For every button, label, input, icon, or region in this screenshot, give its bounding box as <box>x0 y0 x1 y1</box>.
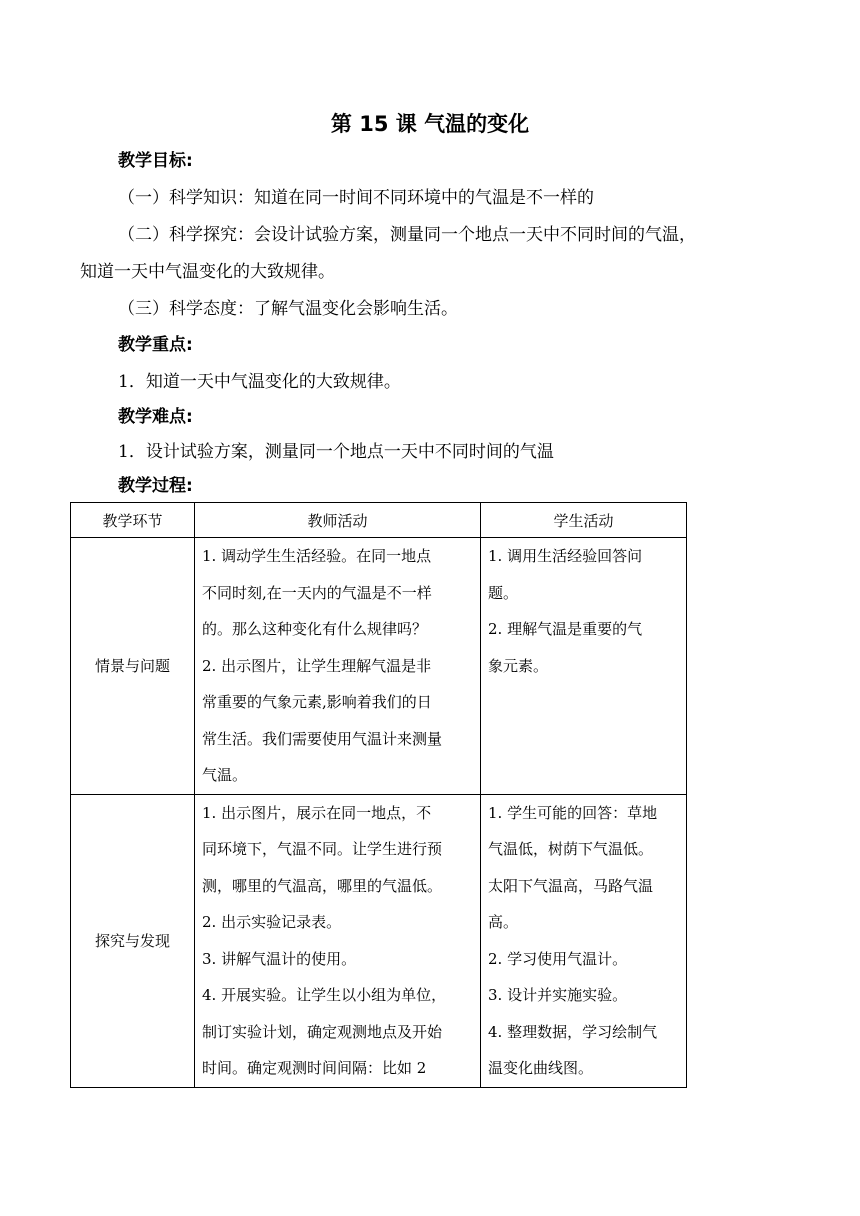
stage-cell: 探究与发现 <box>71 794 195 1087</box>
teacher-activity-line: 的。那么这种变化有什么规律吗？ <box>202 620 428 638</box>
teacher-activity-line: 气温。 <box>202 766 248 784</box>
teacher-activity-line: 测，哪里的气温高，哪里的气温低。 <box>202 876 443 895</box>
objective-line: （三）科学态度：了解气温变化会影响生活。 <box>118 299 458 319</box>
student-activity-line: 2. 学习使用气温计。 <box>488 949 628 968</box>
table-row <box>71 538 687 795</box>
process-heading: 教学过程: <box>118 476 193 496</box>
objectives-heading: 教学目标: <box>118 151 193 171</box>
teacher-activity-line: 2. 出示图片，让学生理解气温是非 <box>202 656 432 675</box>
student-activity-cell <box>481 538 687 795</box>
objective-line: （一）科学知识：知道在同一时间不同环境中的气温是不一样的 <box>118 188 594 208</box>
key-points-heading: 教学重点: <box>118 335 193 355</box>
teacher-activity-line: 常重要的气象元素,影响着我们的日 <box>202 693 432 711</box>
teacher-activity-cell <box>195 794 481 1087</box>
teacher-activity-line: 1. 调动学生生活经验。在同一地点 <box>202 547 432 565</box>
teacher-activity-line: 4. 开展实验。让学生以小组为单位， <box>202 986 447 1004</box>
student-activity-line: 题。 <box>488 583 519 602</box>
stage-cell: 情景与问题 <box>71 538 195 795</box>
difficulties-heading: 教学难点: <box>118 407 193 427</box>
column-header: 教师活动 <box>195 503 481 538</box>
teacher-activity-line: 3. 讲解气温计的使用。 <box>202 949 357 968</box>
page-title: 第 15 课 气温的变化 <box>330 112 530 136</box>
objective-line: 知道一天中气温变化的大致规律。 <box>80 262 335 282</box>
table-header-row <box>71 503 687 538</box>
lesson-process-table <box>70 502 687 1088</box>
key-point-line: 1．知道一天中气温变化的大致规律。 <box>118 372 401 392</box>
teacher-activity-cell <box>195 538 481 795</box>
column-header: 教学环节 <box>71 503 195 538</box>
student-activity-line: 4. 整理数据，学习绘制气 <box>488 1022 658 1041</box>
teacher-activity-line: 同环境下，气温不同。让学生进行预 <box>202 840 443 858</box>
objective-line: （二）科学探究：会设计试验方案，测量同一个地点一天中不同时间的气温， <box>118 225 696 245</box>
teacher-activity-line: 不同时刻,在一天内的气温是不一样 <box>202 583 432 602</box>
student-activity-line: 1. 调用生活经验回答问 <box>488 547 643 565</box>
student-activity-line: 3. 设计并实施实验。 <box>488 986 628 1004</box>
teacher-activity-line: 制订实验计划，确定观测地点及开始 <box>202 1022 443 1041</box>
table-row <box>71 794 687 1087</box>
teacher-activity-line: 2. 出示实验记录表。 <box>202 913 342 931</box>
student-activity-line: 象元素。 <box>488 656 549 675</box>
teacher-activity-line: 时间。确定观测时间间隔：比如 2 <box>202 1059 427 1077</box>
student-activity-line: 气温低，树荫下气温低。 <box>488 840 654 858</box>
column-header: 学生活动 <box>481 503 687 538</box>
student-activity-line: 1. 学生可能的回答：草地 <box>488 803 658 822</box>
student-activity-line: 太阳下气温高，马路气温 <box>488 876 654 895</box>
student-activity-line: 高。 <box>488 913 519 931</box>
student-activity-cell <box>481 794 687 1087</box>
student-activity-line: 2. 理解气温是重要的气 <box>488 620 643 638</box>
teacher-activity-line: 常生活。我们需要使用气温计来测量 <box>202 729 443 748</box>
difficulty-line: 1．设计试验方案，测量同一个地点一天中不同时间的气温 <box>118 442 554 462</box>
student-activity-line: 温变化曲线图。 <box>488 1059 594 1077</box>
teacher-activity-line: 1. 出示图片，展示在同一地点，不 <box>202 803 432 822</box>
